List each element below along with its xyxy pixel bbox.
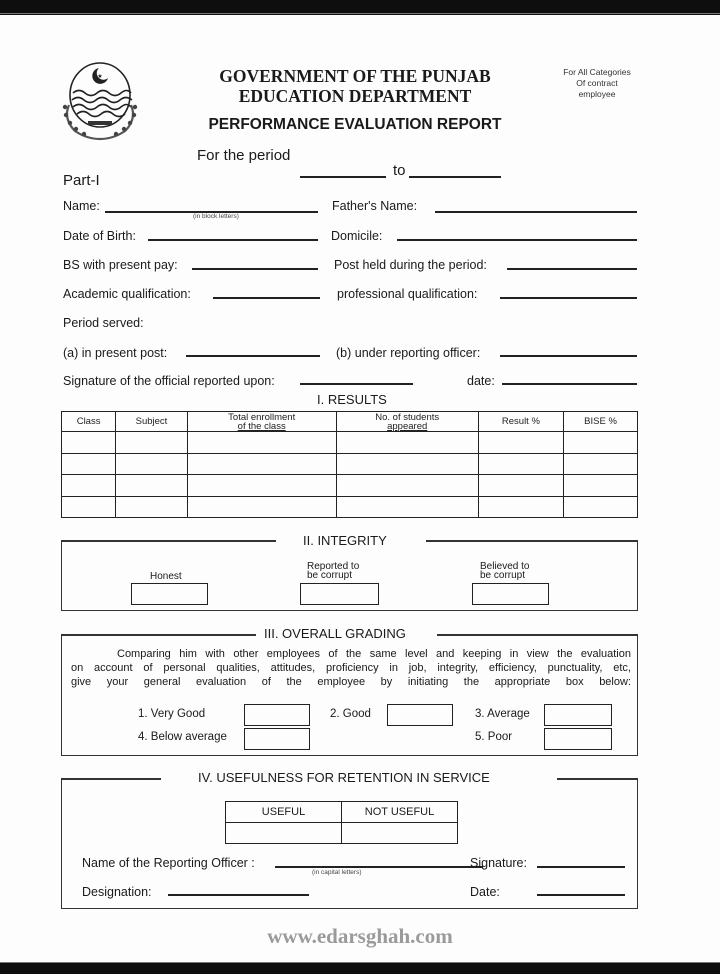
believed-corrupt-label: Believed to be corrupt	[480, 561, 530, 581]
name-hint: (in block letters)	[193, 213, 239, 220]
results-cell[interactable]	[116, 453, 188, 475]
col-students-appeared: No. of students appeared	[336, 412, 478, 432]
grade-average-label: 3. Average	[475, 708, 530, 720]
results-cell[interactable]	[62, 475, 116, 497]
department-title: EDUCATION DEPARTMENT	[238, 86, 472, 106]
father-name-label: Father's Name:	[332, 199, 418, 213]
usefulness-section-title: IV. USEFULNESS FOR RETENTION IN SERVICE	[198, 770, 490, 785]
academic-qualification-field[interactable]	[213, 297, 320, 299]
dob-label: Date of Birth:	[63, 229, 136, 243]
results-cell[interactable]	[116, 475, 188, 497]
bottom-black-bar	[0, 962, 720, 974]
grade-good-checkbox[interactable]	[387, 704, 453, 726]
grading-instructions-line2: on account of personal qualities, attitudes, proficiency in job, integrity, efficiency, punctuality, etc,	[71, 662, 631, 674]
results-cell[interactable]	[187, 453, 336, 475]
date-field[interactable]	[502, 383, 637, 385]
results-cell[interactable]	[187, 475, 336, 497]
official-signature-label: Signature of the official reported upon:	[63, 374, 275, 388]
results-cell[interactable]	[564, 496, 638, 518]
grade-below-average-checkbox[interactable]	[244, 728, 310, 750]
results-cell[interactable]	[478, 496, 563, 518]
professional-qualification-label: professional qualification:	[337, 287, 478, 301]
academic-qualification-label: Academic qualification:	[63, 287, 191, 301]
professional-qualification-field[interactable]	[500, 297, 637, 299]
believed-corrupt-checkbox[interactable]	[472, 583, 549, 605]
post-held-field[interactable]	[507, 268, 637, 270]
honest-checkbox[interactable]	[131, 583, 208, 605]
official-signature-field[interactable]	[300, 383, 413, 385]
period-to-label: to	[393, 162, 406, 179]
designation-label: Designation:	[82, 885, 152, 899]
results-cell[interactable]	[336, 432, 478, 454]
results-cell[interactable]	[116, 496, 188, 518]
dob-field[interactable]	[148, 239, 318, 241]
results-cell[interactable]	[62, 432, 116, 454]
officer-signature-label: Signature:	[470, 856, 527, 870]
col-subject: Subject	[116, 412, 188, 432]
post-held-label: Post held during the period:	[334, 258, 487, 272]
department-heading	[200, 66, 510, 106]
reported-corrupt-checkbox[interactable]	[300, 583, 379, 605]
results-cell[interactable]	[187, 432, 336, 454]
results-cell[interactable]	[336, 496, 478, 518]
period-served-label: Period served:	[63, 316, 144, 330]
grading-section-title: III. OVERALL GRADING	[264, 626, 406, 641]
results-row	[62, 475, 638, 497]
officer-signature-field[interactable]	[537, 866, 625, 868]
results-cell[interactable]	[62, 496, 116, 518]
bs-pay-label: BS with present pay:	[63, 258, 178, 272]
svg-text:★: ★	[97, 74, 103, 80]
under-reporting-officer-label: (b) under reporting officer:	[336, 346, 481, 360]
present-post-field[interactable]	[186, 355, 320, 357]
results-cell[interactable]	[478, 453, 563, 475]
government-title: GOVERNMENT OF THE PUNJAB	[219, 66, 491, 86]
col-total-enrollment: Total enrollment of the class	[187, 412, 336, 432]
results-cell[interactable]	[62, 453, 116, 475]
col-not-useful: NOT USEFUL	[342, 802, 458, 823]
col-class: Class	[62, 412, 116, 432]
results-cell[interactable]	[564, 453, 638, 475]
period-label: For the period	[197, 147, 291, 164]
grade-average-checkbox[interactable]	[544, 704, 612, 726]
reported-corrupt-label: Reported to be corrupt	[307, 561, 360, 581]
bs-pay-field[interactable]	[192, 268, 318, 270]
reporting-officer-name-field[interactable]	[275, 866, 483, 868]
usefulness-table	[225, 801, 458, 844]
father-name-field[interactable]	[435, 211, 637, 213]
not-useful-cell[interactable]	[342, 823, 458, 844]
designation-field[interactable]	[168, 894, 309, 896]
name-label: Name:	[63, 199, 100, 213]
results-row	[62, 496, 638, 518]
results-cell[interactable]	[564, 475, 638, 497]
grade-below-average-label: 4. Below average	[138, 731, 227, 743]
results-cell[interactable]	[564, 432, 638, 454]
under-reporting-officer-field[interactable]	[500, 355, 637, 357]
grade-poor-label: 5. Poor	[475, 731, 513, 743]
col-bise-percent: BISE %	[564, 412, 638, 432]
domicile-label: Domicile:	[331, 229, 383, 243]
report-title: PERFORMANCE EVALUATION REPORT	[208, 116, 502, 133]
period-from-field[interactable]	[300, 176, 386, 178]
col-result-percent: Result %	[478, 412, 563, 432]
officer-date-field[interactable]	[537, 894, 625, 896]
results-cell[interactable]	[336, 475, 478, 497]
top-black-bar	[0, 0, 720, 14]
results-cell[interactable]	[478, 432, 563, 454]
date-label: date:	[467, 374, 495, 388]
honest-label: Honest	[150, 571, 182, 582]
results-cell[interactable]	[187, 496, 336, 518]
integrity-section-title: II. INTEGRITY	[303, 533, 387, 548]
officer-date-label: Date:	[470, 885, 500, 899]
results-cell[interactable]	[336, 453, 478, 475]
present-post-label: (a) in present post:	[63, 346, 168, 360]
results-header-row	[62, 412, 638, 432]
grading-instructions-line3: give your general evaluation of the employee by initiating the appropriate box below:	[71, 676, 631, 688]
results-cell[interactable]	[478, 475, 563, 497]
watermark-url: www.edarsghah.com	[267, 924, 453, 948]
grading-instructions: Comparing him with other employees of the same level and keeping in view the evaluation	[117, 648, 631, 660]
results-row	[62, 432, 638, 454]
results-cell[interactable]	[116, 432, 188, 454]
results-section-title: I. RESULTS	[317, 392, 387, 407]
results-table	[61, 411, 638, 518]
grade-poor-checkbox[interactable]	[544, 728, 612, 750]
domicile-field[interactable]	[397, 239, 637, 241]
reporting-officer-hint: (in capital letters)	[312, 869, 362, 876]
period-to-field[interactable]	[409, 176, 501, 178]
results-row	[62, 453, 638, 475]
grade-very-good-label: 1. Very Good	[138, 708, 206, 720]
contract-category-note: For All Categories Of contract employee	[563, 67, 631, 99]
reporting-officer-name-label: Name of the Reporting Officer :	[82, 856, 255, 870]
grade-good-label: 2. Good	[330, 708, 371, 720]
grade-very-good-checkbox[interactable]	[244, 704, 310, 726]
col-useful: USEFUL	[226, 802, 342, 823]
part-title: Part-I	[63, 172, 100, 189]
punjab-emblem-logo	[55, 55, 145, 141]
useful-cell[interactable]	[226, 823, 342, 844]
